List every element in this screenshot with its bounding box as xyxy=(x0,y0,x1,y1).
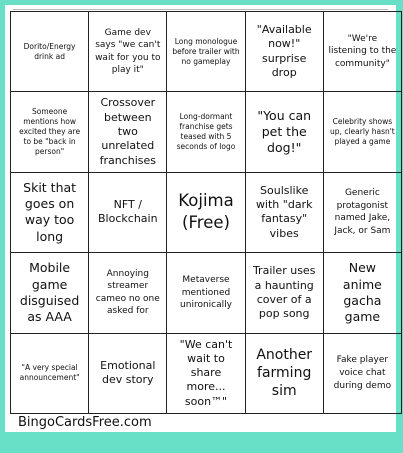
bingo-cell[interactable]: Generic protagonist named Jake, Jack, or Sam xyxy=(324,173,402,253)
bingo-cell[interactable]: Game dev says "we can't wait for you to play it" xyxy=(89,12,167,92)
bingo-cell[interactable]: "A very special announcement" xyxy=(11,334,89,414)
bingo-card xyxy=(5,5,396,432)
bingo-cell[interactable]: Mobile game disguised as AAA xyxy=(11,253,89,333)
bingo-cell-free[interactable]: Kojima (Free) xyxy=(167,173,245,253)
bingo-cell[interactable]: Crossover between two unrelated franchises xyxy=(89,92,167,172)
bingo-cell[interactable]: Long monologue before trailer with no gameplay xyxy=(167,12,245,92)
bingo-cell[interactable]: Dorito/Energy drink ad xyxy=(11,12,89,92)
bingo-cell[interactable]: Long-dormant franchise gets teased with 5 seconds of logo xyxy=(167,92,245,172)
bingo-cell[interactable]: Annoying streamer cameo no one asked for xyxy=(89,253,167,333)
bingo-cell[interactable]: Someone mentions how excited they are to be "back in person" xyxy=(11,92,89,172)
bingo-cell[interactable]: New anime gacha game xyxy=(324,253,402,333)
bingo-cell[interactable]: Metaverse mentioned unironically xyxy=(167,253,245,333)
bingo-cell[interactable]: "You can pet the dog!" xyxy=(246,92,324,172)
bingo-cell[interactable]: Skit that goes on way too long xyxy=(11,173,89,253)
bingo-cell[interactable]: "We're listening to the community" xyxy=(324,12,402,92)
bingo-cell[interactable]: Celebrity shows up, clearly hasn't played a game xyxy=(324,92,402,172)
site-watermark: BingoCardsFree.com xyxy=(18,415,152,430)
bingo-cell[interactable]: Another farming sim xyxy=(246,334,324,414)
bingo-cell[interactable]: NFT / Blockchain xyxy=(89,173,167,253)
bingo-cell[interactable]: Emotional dev story xyxy=(89,334,167,414)
bingo-cell[interactable]: Trailer uses a haunting cover of a pop song xyxy=(246,253,324,333)
bingo-cell[interactable]: "Available now!" surprise drop xyxy=(246,12,324,92)
top-divider xyxy=(13,9,388,10)
bingo-grid xyxy=(10,11,402,414)
bingo-cell[interactable]: Fake player voice chat during demo xyxy=(324,334,402,414)
bingo-cell[interactable]: Soulslike with "dark fantasy" vibes xyxy=(246,173,324,253)
bingo-cell[interactable]: "We can't wait to share more... soon™" xyxy=(167,334,245,414)
